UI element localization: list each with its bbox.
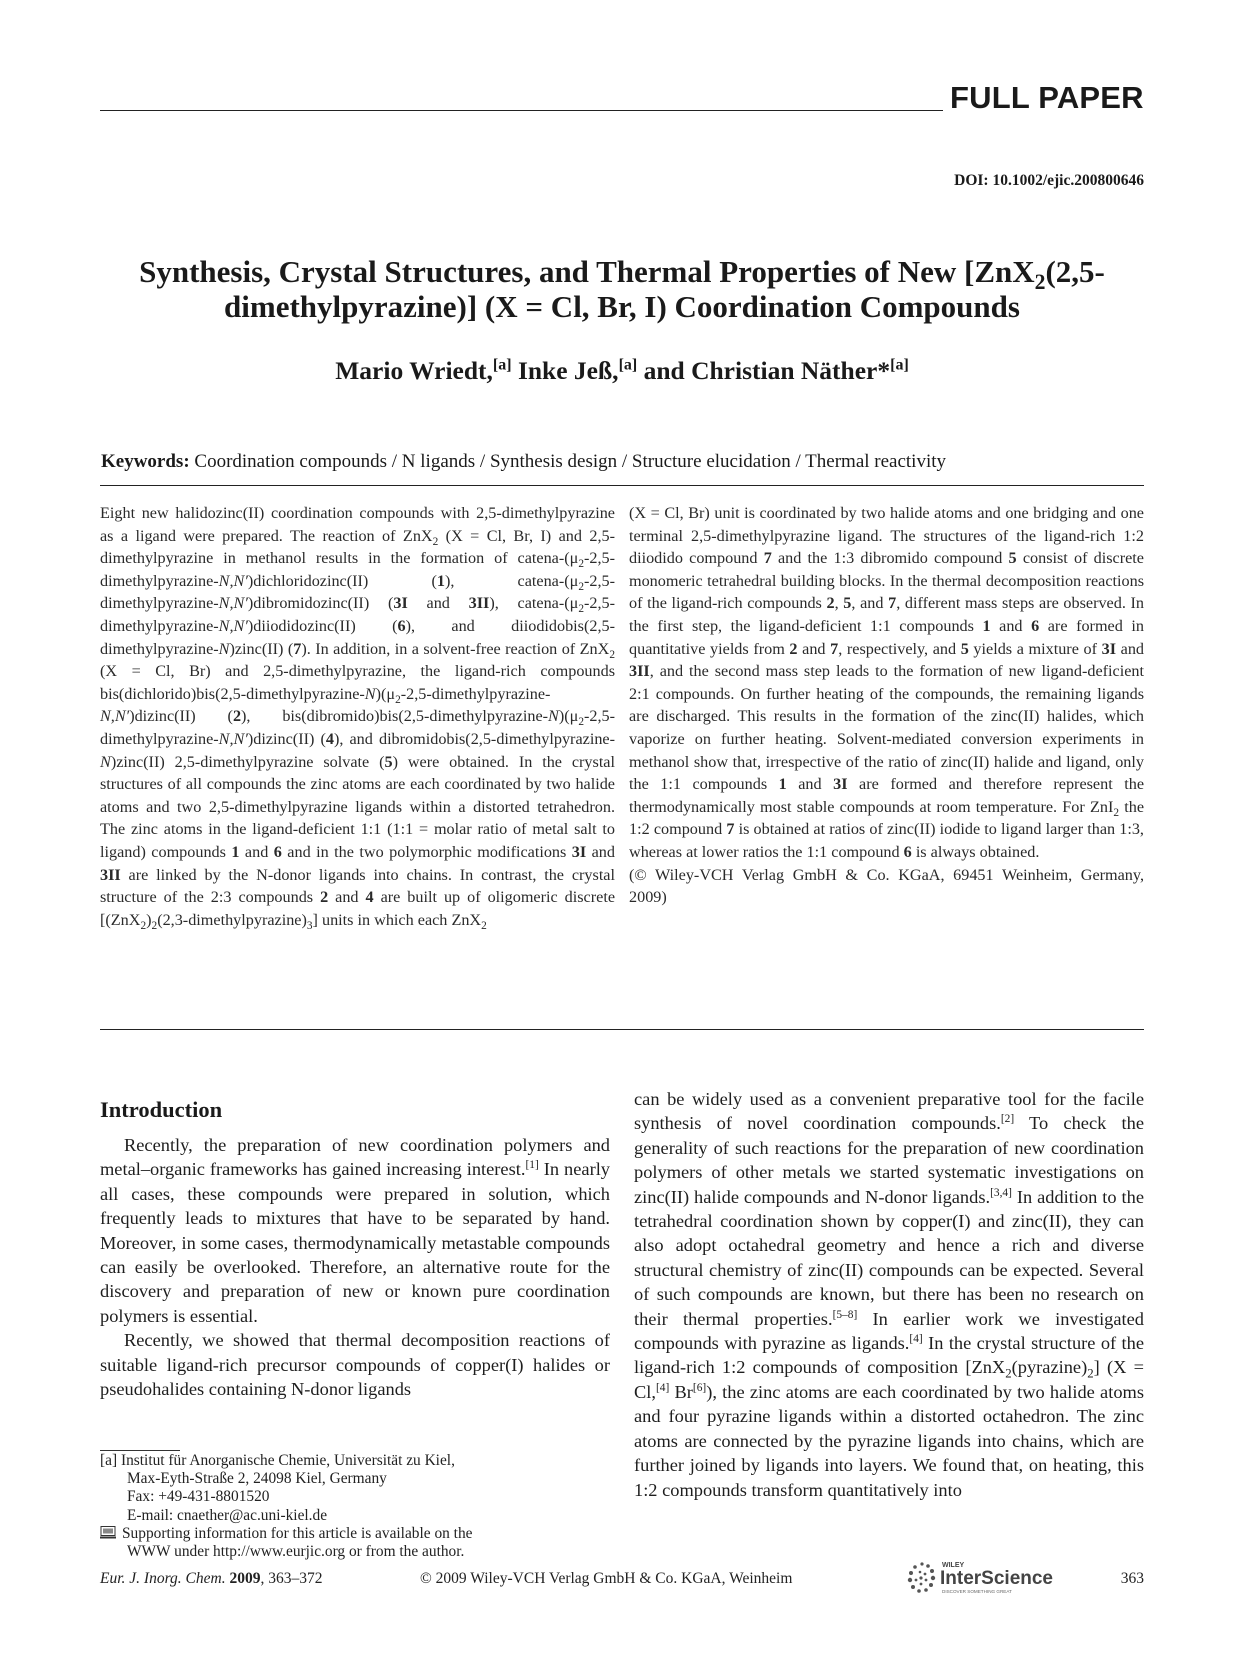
keywords xyxy=(101,451,946,473)
abstract-copyright: (© Wiley-VCH Verlag GmbH & Co. KGaA, 69451 Weinheim, Germany, 2009) xyxy=(629,865,1144,907)
author-3: and Christian Näther* xyxy=(637,356,891,385)
title-line-2: dimethylpyrazine)] (X = Cl, Br, I) Coordination Compounds xyxy=(224,289,1020,324)
affiliation-line-2: Max-Eyth-Straße 2, 24098 Kiel, Germany xyxy=(127,1470,387,1488)
journal-pages: , 363–372 xyxy=(260,1570,323,1587)
author-2-affiliation: [a] xyxy=(618,356,638,374)
author-2: Inke Jeß, xyxy=(511,356,619,385)
page-number: 363 xyxy=(1120,1570,1144,1587)
interscience-logo-graphic xyxy=(900,1556,1070,1600)
abstract-text-left: Eight new halidozinc(II) coordination compounds with 2,5-dimethylpyrazine as a ligand were prepared. The reaction of ZnX$_2$ (X = Cl, Br, I) and 2,5-dimethylpyrazine in methanol results in the formation of catena-$(\mu_2-2,5-dimethylpyrazine-N,N')dichloridozinc(II)$ (1), catena-$(\mu_2-2,5-dimethylpyrazine-N,N')dibromidozinc(II)$ (3I and 3II), catena-$(\mu_2-2,5-dimethylpyrazine-N,N')diiodidozinc(II)$ (6), and diiodidobis(2,5-dimethylpyrazine-N)zinc(II) (7). In addition, in a solvent-free reaction of ZnX$_2$ (X = Cl, Br) and 2,5-dimethylpyrazine, the ligand-rich compounds $bis(dichlorido)bis(2,5-dimethylpyrazine-N)(\mu_2-2,5-dimethylpyrazine-N,N')dizinc(II)$ (2), $bis(dibromido)bis(2,5-dimethylpyrazine-N)(\mu_2-2,5-dimethylpyrazine-N,N')dizinc(II)$ (4), and dibromidobis(2,5-dimethylpyrazine-N)zinc(II) 2,5-dimethylpyrazine solvate (5) were obtained. In the crystal structures of all compounds the zinc atoms are each coordinated by two halide atoms and two 2,5-dimethylpyrazine ligands within a distorted tetrahedron. The zinc atoms in the ligand-deficient 1:1 (1:1 = molar ratio of metal salt to ligand) compounds 1 and 6 and in the two polymorphic modifications 3I and 3II are linked by the N-donor ligands into chains. In contrast, the crystal structure of the 2:3 compounds 2 and 4 are built up of oligomeric discrete $[(ZnX_2)_2(2,3-dimethylpyrazine)_3]$ units in which each ZnX$_2$ xyxy=(100,504,616,932)
abstract-text-right: (X = Cl, Br) unit is coordinated by two halide atoms and one bridging and one terminal 2,5-dimethylpyrazine ligand. The structures of the ligand-rich 1:2 diiodido compound 7 and the 1:3 dibromido compound 5 consist of discrete monomeric tetrahedral building blocks. In the thermal decomposition reactions of the ligand-rich compounds 2, 5, and 7, different mass steps are observed. In the first step, the ligand-deficient 1:1 compounds 1 and 6 are formed in quantitative yields from 2 and 7, respectively, and 5 yields a mixture of 3I and 3II, and the second mass step leads to the formation of new ligand-deficient 2:1 compounds. On further heating of the compounds, the remaining ligands are discharged. This results in the formation of the zinc(II) halides, which vaporize on further heating. Solvent-mediated conversion experiments in methanol show that, irrespective of the ratio of zinc(II) halide and ligand, only the 1:1 compounds 1 and 3I are formed and therefore represent the thermodynamically most stable compounds at room temperature. For ZnI$_2$ the 1:2 compound 7 is obtained at ratios of zinc(II) iodide to ligand larger than 1:3, whereas at lower ratios the 1:1 compound 6 is always obtained. xyxy=(629,504,1145,861)
intro-paragraph-2: Recently, we showed that thermal decomposition reactions of suitable ligand-rich precursor compounds of copper(I) halides or pseudohalides containing N-donor ligands xyxy=(100,1330,610,1400)
title-part-2: (2,5- xyxy=(1045,254,1105,289)
abstract-bottom-rule xyxy=(100,1029,1144,1030)
abstract-left-column xyxy=(100,502,615,931)
section-label: FULL PAPER xyxy=(950,80,1144,115)
computer-icon xyxy=(100,1526,116,1539)
introduction-left-column xyxy=(100,1133,610,1401)
paper-title xyxy=(100,254,1144,324)
footnote xyxy=(100,1452,610,1561)
supporting-info-line-1: Supporting information for this article is available on the xyxy=(100,1525,610,1543)
author-list xyxy=(100,356,1144,386)
abstract-right-column xyxy=(629,502,1144,909)
footnote-rule xyxy=(100,1450,180,1451)
affiliation-fax: Fax: +49-431-8801520 xyxy=(127,1488,270,1506)
footer-copyright: © 2009 Wiley-VCH Verlag GmbH & Co. KGaA, Weinheim xyxy=(420,1570,793,1587)
journal-name: Eur. J. Inorg. Chem. xyxy=(100,1570,226,1587)
title-part-1: Synthesis, Crystal Structures, and Thermal Properties of New [ZnX xyxy=(139,254,1035,289)
keywords-label: Keywords: xyxy=(101,451,190,472)
journal-year: 2009 xyxy=(229,1570,261,1587)
keywords-text: Coordination compounds / N ligands / Synthesis design / Structure elucidation / Thermal reactivity xyxy=(189,451,947,472)
doi: DOI: 10.1002/ejic.200800646 xyxy=(954,172,1144,189)
intro-paragraph-continued: can be widely used as a convenient preparative tool for the facile synthesis of novel coordination compounds.[2] To check the generality of such reactions for the preparation of new coordination polymers of other metals we started systematic investigations on zinc(II) halide compounds and N-donor ligands.[3,4] In addition to the tetrahedral coordination shown by copper(I) and zinc(II), they can also adopt octahedral geometry and hence a rich and diverse structural chemistry of zinc(II) compounds can be expected. Several of such compounds are known, but there has been no research on their thermal properties.[5–8] In earlier work we investigated compounds with pyrazine as ligands.[4] In the crystal structure of the ligand-rich 1:2 compounds of composition $[ZnX_2(pyrazine)_2] (X = Cl,[4]$ Br[6]), the zinc atoms are each coordinated by two halide atoms and four pyrazine ligands within a distorted octahedron. The zinc atoms are connected by the pyrazine ligands into chains, which are further joined by ligands into layers. We found that, on heating, this 1:2 compounds transform quantitatively into xyxy=(634,1089,1145,1500)
interscience-logo xyxy=(900,1556,1070,1600)
supporting-info-line-2: WWW under http://www.eurjic.org or from the author. xyxy=(127,1543,465,1561)
author-3-affiliation: [a] xyxy=(890,356,909,374)
header-rule xyxy=(100,110,943,111)
author-1-affiliation: [a] xyxy=(492,356,512,374)
affiliation-label: [a] xyxy=(100,1452,118,1469)
logo-wiley: WILEY xyxy=(942,1562,965,1569)
intro-paragraph-1: Recently, the preparation of new coordination polymers and metal–organic frameworks has gained increasing interest.[1] In nearly all cases, these compounds were prepared in solution, which frequently leads to mixtures that have to be separated by hand. Moreover, in some cases, thermodynamically metastable compounds can easily be overlooked. Therefore, an alternative route for the discovery and preparation of new or known pure coordination polymers is essential. xyxy=(100,1135,611,1326)
introduction-right-column xyxy=(634,1087,1144,1502)
affiliation-line-1: [a] Institut für Anorganische Chemie, Universität zu Kiel, xyxy=(100,1452,455,1469)
author-1: Mario Wriedt, xyxy=(335,356,493,385)
affiliation-email: E-mail: cnaether@ac.uni-kiel.de xyxy=(127,1506,328,1524)
logo-tagline: DISCOVER SOMETHING GREAT xyxy=(942,1589,1012,1594)
title-subscript: 2 xyxy=(1034,270,1046,295)
logo-name: InterScience xyxy=(940,1568,1053,1589)
introduction-heading: Introduction xyxy=(100,1097,223,1122)
footer-citation xyxy=(100,1570,322,1588)
abstract-top-rule xyxy=(100,485,1144,486)
